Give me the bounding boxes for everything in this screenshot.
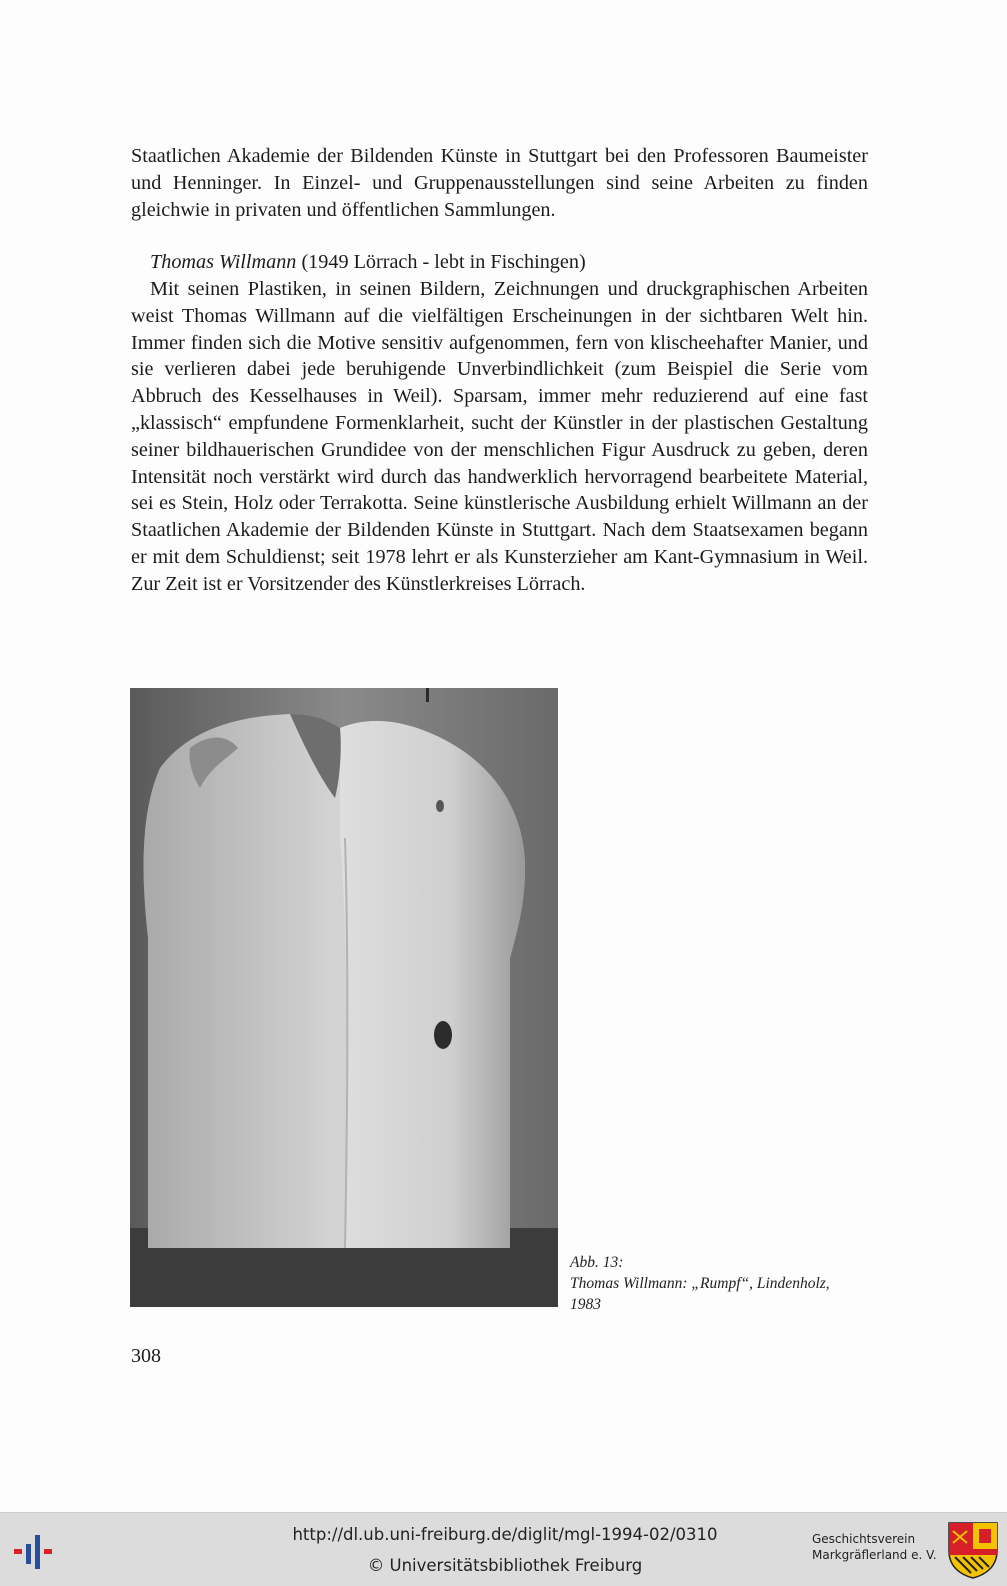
paragraph-biography: Mit seinen Plastiken, in seinen Bildern, Zeichnungen und druckgraphischen Arbeiten weist Thomas Willmann auf die vielfältigen Erscheinungen in der sichtbaren Welt hin. Immer finden sich die Motive sensitiv aufgenommen, fern von klischeehafter Manier, und sie verlieren dabei jede beruhigende Unverbindlichkeit (zum Beispiel die Serie vom Abbruch des Kesselhauses in Weil). Sparsam, immer mehr reduzierend auf eine fast „klassisch“ empfundene Formenklarheit, sucht der Künstler in der plastischen Gestaltung seiner bildhauerischen Grundidee von der menschlichen Figur Ausdruck zu geben, deren Intensität noch verstärkt wird durch das handwerklich hervorragend bearbeitete Material, sei es Stein, Holz oder Terrakotta. Seine künstlerische Ausbildung erhielt Willmann an der Staatlichen Akademie der Bildenden Künste in Stuttgart. Nach dem Staatsexamen begann er mit dem Schuldienst; seit 1978 lehrt er als Kunsterzieher am Kant-Gymnasium in Weil. Zur Zeit ist er Vorsitzender des Künstlerkreises Lörrach. [131,278,868,595]
caption-label: Abb. 13: [570,1254,624,1271]
caption-year: 1983 [570,1296,601,1313]
sculpture-photo [130,688,558,1307]
artist-dates: (1949 Lörrach - lebt in Fischingen) [296,251,586,273]
coat-of-arms-icon[interactable] [947,1521,999,1583]
figure-caption [570,1252,890,1315]
ub-freiburg-logo-icon[interactable] [10,1531,62,1575]
copyright-notice: © Universitätsbibliothek Freiburg [367,1556,643,1575]
artist-name: Thomas Willmann [150,251,297,273]
paragraph-intro: Staatlichen Akademie der Bildenden Künste in Stuttgart bei den Professoren Baumeister und Henninger. In Einzel- und Gruppenausstellungen sind seine Arbeiten zu finden gleichwie in privaten und öffentlichen Sammlungen. [131,145,868,221]
page-number: 308 [131,1345,161,1367]
permalink-url[interactable]: http://dl.ub.uni-freiburg.de/diglit/mgl-1994-02/0310 [292,1525,718,1544]
society-name-line-2: Markgräflerland e. V. [812,1548,937,1562]
viewer-footer [0,1512,1007,1586]
society-name-line-1: Geschichtsverein [812,1532,916,1546]
society-name [812,1531,937,1563]
entry-heading [131,249,868,276]
caption-title: Thomas Willmann: „Rumpf“, Lindenholz, [570,1275,830,1292]
